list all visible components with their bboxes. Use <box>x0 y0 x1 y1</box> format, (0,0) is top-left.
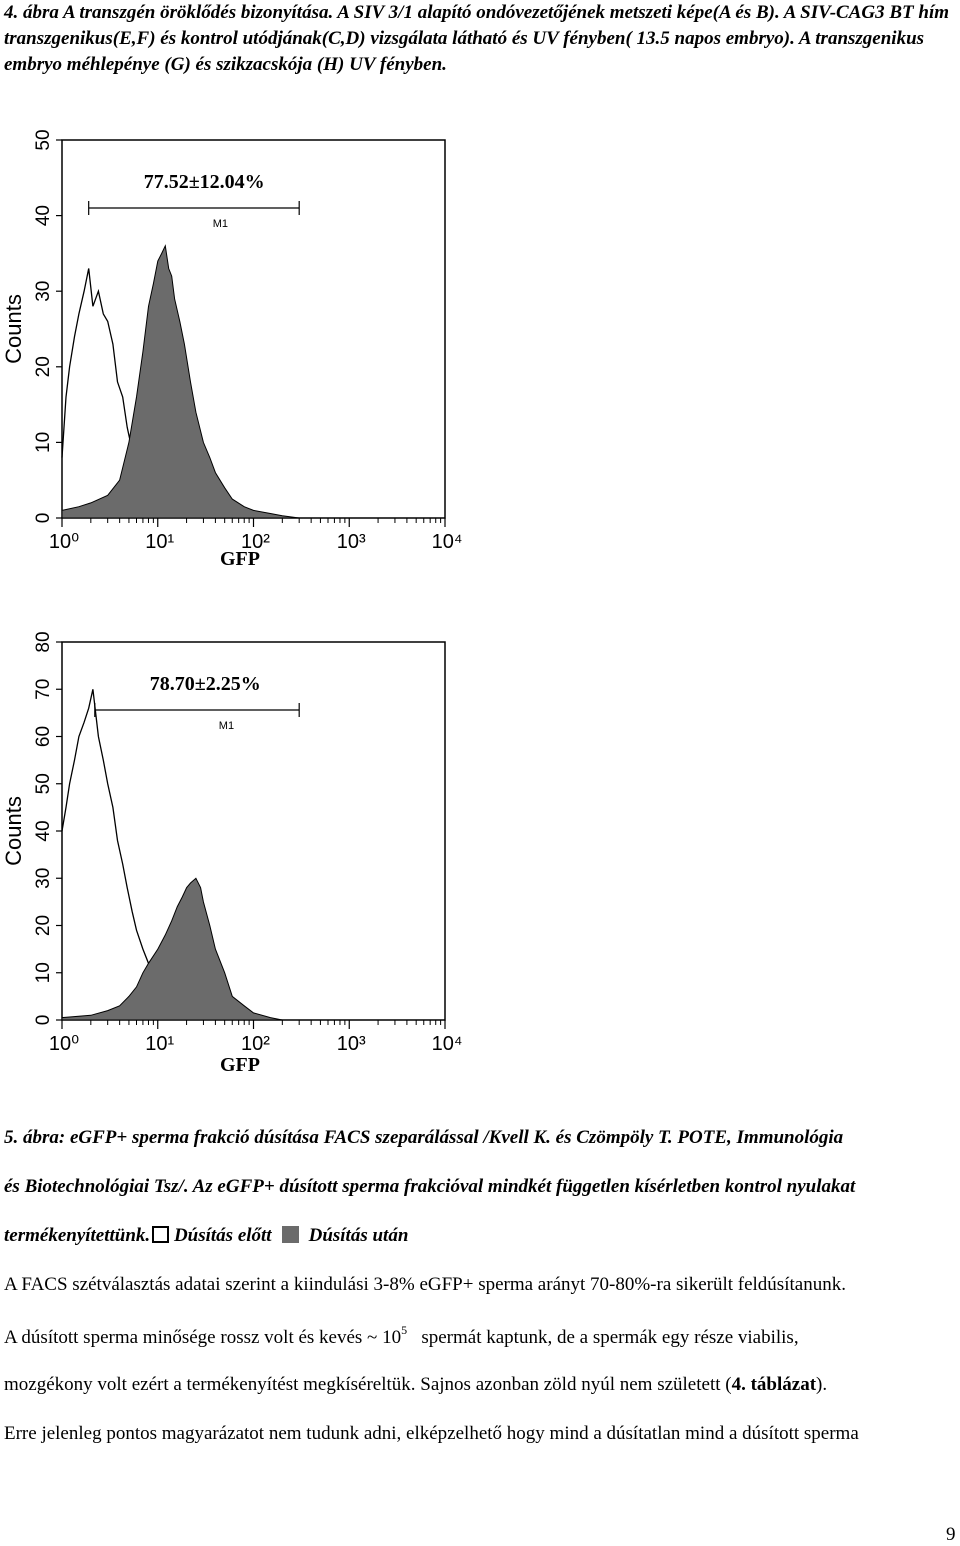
x-tick-label: 10⁴ <box>431 531 463 548</box>
gate-percentage-annotation: 78.70±2.25% <box>149 673 261 695</box>
chart-1-frame <box>62 140 445 518</box>
chart-1-plot <box>1 129 462 548</box>
y-axis-label: Counts <box>1 796 26 866</box>
series-filled-area <box>62 246 299 518</box>
y-tick-label: 30 <box>33 867 54 889</box>
page-number: 9 <box>946 1524 956 1545</box>
chart-2-frame <box>62 642 445 1020</box>
exponent: 5 <box>401 1323 408 1337</box>
legend-open-box-icon <box>152 1226 169 1243</box>
chart-1-x-axis-label: GFP <box>220 548 260 570</box>
legend-before-label: Dúsítás előtt <box>173 1225 272 1246</box>
body-line-3-start: mozgékony volt ezért a termékenyítést megkíséreltük. Sajnos azonban zöld nyúl nem született ( <box>4 1374 732 1395</box>
legend-after-label: Dúsítás után <box>308 1225 409 1246</box>
y-axis-label: Counts <box>1 294 26 364</box>
gate-label: M1 <box>218 720 235 732</box>
body-line-3-end: ). <box>816 1374 828 1395</box>
y-tick-label: 10 <box>33 962 54 984</box>
x-tick-label: 10² <box>241 1033 270 1050</box>
y-tick-label: 40 <box>33 205 54 227</box>
x-tick-label: 10³ <box>336 531 366 548</box>
y-tick-label: 30 <box>33 280 54 302</box>
gate-label: M1 <box>212 218 228 230</box>
x-tick-label: 10² <box>241 531 270 548</box>
body-line-2-end: spermát kaptunk, de a spermák egy része viabilis, <box>421 1327 799 1348</box>
x-tick-label: 10⁰ <box>48 1033 80 1050</box>
table-reference: 4. táblázat <box>731 1374 817 1395</box>
y-tick-label: 10 <box>33 431 54 453</box>
y-tick-label: 60 <box>33 725 54 748</box>
figure-5-caption-text: termékenyítettünk. <box>4 1225 151 1246</box>
y-tick-label: 20 <box>33 914 54 937</box>
figure-5-caption-line-3 <box>4 1225 956 1247</box>
gate-percentage-annotation: 77.52±12.04% <box>143 171 265 193</box>
body-paragraph-line-1: A FACS szétválasztás adatai szerint a kiindulási 3-8% eGFP+ sperma arányt 70-80%-ra sikerült feldúsítanunk. <box>4 1274 846 1295</box>
legend-filled-box-icon <box>282 1226 299 1243</box>
x-tick-label: 10³ <box>336 1033 366 1050</box>
y-tick-label: 70 <box>33 678 54 700</box>
y-tick-label: 0 <box>33 512 54 524</box>
figure-5-caption-line-1: 5. ábra: eGFP+ sperma frakció dúsítása FACS szeparálással /Kvell K. és Czömpöly T. POTE, Immunológia <box>4 1127 844 1148</box>
body-paragraph-line-3 <box>4 1374 827 1396</box>
x-tick-label: 10⁴ <box>431 1033 463 1050</box>
body-paragraph-line-2 <box>4 1323 799 1349</box>
histogram-chart-2 <box>0 630 470 1050</box>
figure-4-caption: 4. ábra A transzgén öröklődés bizonyítása. A SIV 3/1 alapító ondóvezetőjének metszeti képe(A és B). A SIV-CAG3 BT hím transzgenikus(E,F) és kontrol utódjának(C,D) vizsgálata látható és UV fényben( 13.5 napos embryo). A transzgenikus embryo méhlepénye (G) és szikzacskója (H) UV fényben. <box>4 2 950 75</box>
y-tick-label: 80 <box>33 631 54 653</box>
figure-5-caption-line-2: és Biotechnológiai Tsz/. Az eGFP+ dúsított sperma frakcióval mindkét független kísérletben kontrol nyulakat <box>4 1176 856 1197</box>
y-tick-label: 50 <box>33 129 54 151</box>
y-tick-label: 0 <box>33 1014 54 1026</box>
series-filled-area <box>62 878 282 1020</box>
body-line-2-start: A dúsított sperma minősége rossz volt és kevés ~ 10 <box>4 1327 402 1348</box>
y-tick-label: 50 <box>33 773 54 795</box>
x-tick-label: 10¹ <box>145 531 175 548</box>
y-tick-label: 20 <box>33 356 54 378</box>
y-tick-label: 40 <box>33 820 54 842</box>
histogram-chart-1 <box>0 128 470 548</box>
chart-2-x-axis-label: GFP <box>220 1054 260 1076</box>
body-paragraph-line-4: Erre jelenleg pontos magyarázatot nem tudunk adni, elképzelhető hogy mind a dúsítatlan mind a dúsított sperma <box>4 1423 859 1444</box>
chart-2-plot <box>1 631 462 1050</box>
x-tick-label: 10⁰ <box>48 531 80 548</box>
x-tick-label: 10¹ <box>145 1033 175 1050</box>
